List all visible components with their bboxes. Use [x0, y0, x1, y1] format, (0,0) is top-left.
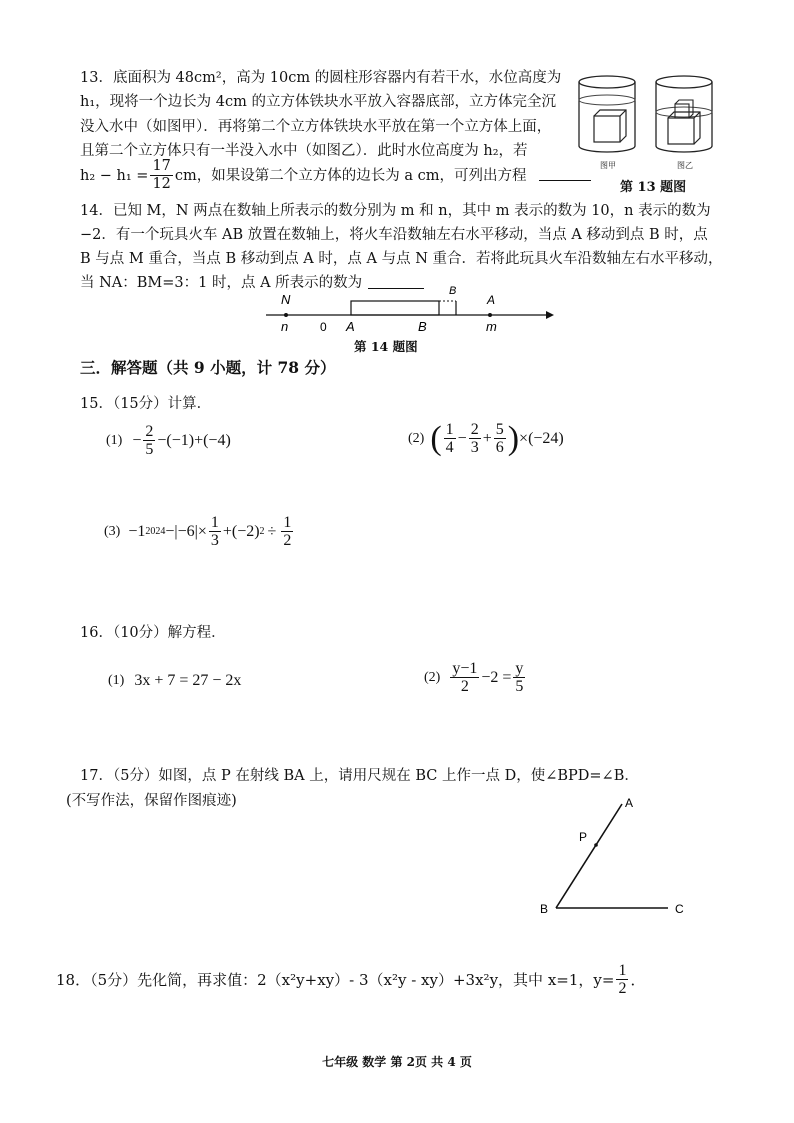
- q18-text: 18．（5分）先化简，再求值：2（x²y+xy）- 3（x²y - xy）+3x²y，其中 x=1，y=: [56, 970, 615, 989]
- q16-p2-rden: 5: [515, 678, 524, 695]
- q15-p2-frac3: [494, 421, 506, 456]
- q16-part1: [108, 672, 241, 690]
- q14-caption: 第 14 题图: [354, 339, 418, 354]
- q15-p3-f1d: 3: [210, 532, 219, 549]
- q16-p2-rnum: y: [515, 660, 524, 677]
- q15-p2-f1d: 4: [445, 439, 454, 456]
- q13-frac-den: 12: [152, 176, 171, 192]
- ray-ba: [556, 804, 622, 908]
- q15-p3-exp: 2024: [145, 526, 166, 537]
- q15-p3-b: −|−6|×: [165, 522, 207, 540]
- label-top-A: A: [487, 293, 496, 307]
- label-A: A: [346, 319, 355, 334]
- q15-p3-c: +(−2): [222, 522, 260, 540]
- q14-line3: B 与点 M 重合，当点 B 移动到点 A 时，点 A 与点 N 重合．若将此玩具火车沿数轴左右水平移动，: [80, 251, 723, 267]
- q15-p1-minus: −: [132, 431, 142, 449]
- q16-p2-label: (2): [424, 669, 441, 685]
- q17-figure: [530, 790, 700, 920]
- q16-p2-frac-left: [450, 660, 479, 695]
- q15-p2-tail: ×(−24): [519, 429, 564, 447]
- q16-head: 16．（10分）解方程．: [80, 625, 226, 641]
- q13-fraction: [150, 158, 172, 193]
- label-n: n: [281, 319, 289, 334]
- fig-label-yi: 图乙: [677, 161, 693, 170]
- q18-line: [56, 962, 645, 997]
- point-m: [488, 313, 492, 317]
- q16-p1-label: (1): [108, 673, 125, 688]
- q15-p2-f3n: 5: [495, 421, 504, 438]
- q15-p3-frac1: [209, 514, 221, 549]
- q14-line4-text: 当 NA：BM=3：1 时，点 A 所表示的数为: [80, 275, 363, 291]
- label-top-B: B: [449, 286, 457, 297]
- q15-p2-frac1: [444, 421, 456, 456]
- q17-line1: 17．（5分）如图，点 P 在射线 BA 上，请用尺规在 BC 上作一点 D，使∠BPD=∠B．: [80, 768, 639, 784]
- cylinder-jia: [579, 76, 635, 152]
- point-p: [594, 843, 598, 847]
- section3-title: 三．解答题（共 9 小题，计 78 分）: [80, 358, 336, 377]
- q18-frac: [616, 962, 628, 997]
- q15-part1: [106, 423, 231, 458]
- page-footer: 七年级 数学 第 2页 共 4 页: [322, 1055, 472, 1069]
- label-m: m: [486, 319, 497, 334]
- q15-p2-lparen: (: [430, 419, 442, 457]
- q13-line1: 13．底面积为 48cm²，高为 10cm 的圆柱形容器内有若干水，水位高度为: [80, 70, 562, 86]
- q13-line5-tail: cm，如果设第二个立方体的边长为 a cm，可列出方程: [174, 167, 527, 184]
- q16-part2: [424, 660, 527, 695]
- label-C: C: [675, 902, 684, 916]
- q15-part3: [104, 514, 295, 549]
- label-zero: 0: [320, 320, 327, 334]
- label-P: P: [579, 830, 588, 844]
- q15-p1-rest: −(−1)+(−4): [157, 431, 231, 449]
- q13-line2: h₁，现将一个边长为 4cm 的立方体铁块水平放入容器底部，立方体完全沉: [80, 94, 556, 110]
- q15-p3-f1n: 1: [210, 514, 219, 531]
- q15-p3-f2n: 1: [283, 514, 292, 531]
- q13-caption: 第 13 题图: [620, 180, 687, 195]
- q15-p3-exp2: 2: [259, 526, 265, 537]
- cylinder-yi: [656, 76, 712, 152]
- q13-line4: 且第二个立方体只有一半没入水中（如图乙）．此时水位高度为 h₂，若: [80, 143, 528, 159]
- q16-p2-mid: −2 =: [481, 668, 512, 686]
- fig-label-jia: 图甲: [600, 161, 616, 170]
- axis-arrow: [546, 311, 554, 319]
- label-A: A: [625, 796, 634, 810]
- q15-p1-frac: [143, 423, 155, 458]
- q15-p2-frac2: [469, 421, 481, 456]
- q15-p3-frac2: [281, 514, 293, 549]
- q15-p3-label: (3): [104, 523, 121, 539]
- q15-p1-label: (1): [106, 432, 123, 448]
- point-n: [284, 313, 288, 317]
- q16-p2-num: y−1: [452, 660, 478, 677]
- q15-p3-a: −1: [128, 522, 146, 540]
- q15-p2-label: (2): [408, 430, 425, 446]
- q16-p1-eq: 3x + 7 = 27 − 2x: [134, 672, 242, 689]
- q15-p1-den: 5: [145, 441, 154, 458]
- q14-line2: −2．有一个玩具火车 AB 放置在数轴上，将火车沿数轴左右水平移动，当点 A 移动到点 B 时，点: [80, 227, 708, 243]
- q17-line2: (不写作法，保留作图痕迹): [66, 793, 237, 809]
- q15-p1-num: 2: [145, 423, 154, 440]
- q15-p3-d: ÷: [267, 522, 277, 540]
- q15-p2-f3d: 6: [495, 439, 504, 456]
- q15-part2: (2) ( $\frac{1}{4}$ − $\frac{2}{3}$ + $\frac{5}{6}$ ) ×(−24): [408, 419, 564, 457]
- q16-p2-den: 2: [460, 678, 469, 695]
- label-B: B: [540, 902, 549, 916]
- q15-p3-f2d: 2: [283, 532, 292, 549]
- q16-p2-frac-right: [513, 660, 525, 695]
- q18-frac-num: 1: [618, 962, 627, 979]
- q13-line5: [80, 158, 591, 193]
- label-B: B: [418, 319, 427, 334]
- q18-frac-den: 2: [618, 980, 627, 997]
- q14-line1: 14．已知 M，N 两点在数轴上所表示的数分别为 m 和 n，其中 m 表示的数为 10，n 表示的数为: [80, 203, 711, 219]
- q14-number-line: [256, 286, 556, 336]
- train-ab: [351, 301, 439, 315]
- q15-p2-f1n: 1: [445, 421, 454, 438]
- q15-p2-f2n: 2: [470, 421, 479, 438]
- q13-eq-left: h₂ − h₁ =: [80, 167, 149, 184]
- q13-figure: [574, 70, 718, 190]
- q15-p2-rparen: ): [507, 419, 520, 457]
- q13-frac-num: 17: [152, 158, 171, 174]
- q18-end: ．: [630, 970, 646, 989]
- q15-p2-f2d: 3: [470, 439, 479, 456]
- q15-head: 15．（15分）计算．: [80, 396, 212, 412]
- q13-line3: 没入水中（如图甲）．再将第二个立方体铁块水平放在第一个立方体上面，: [80, 119, 552, 135]
- label-N: N: [281, 292, 291, 307]
